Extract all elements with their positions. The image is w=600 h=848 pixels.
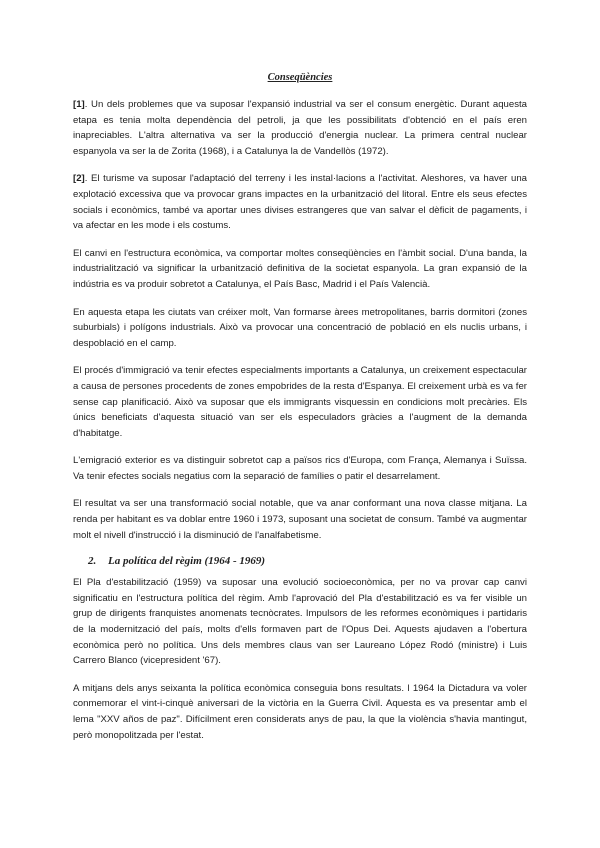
footnote-ref-1[interactable]: [1] bbox=[73, 99, 85, 110]
paragraph-6: L'emigració exterior es va distinguir sobretot cap a països rics d'Europa, com França, Alemanya i Suïssa. Va tenir efectes socials negatius com la separació de famílies o patir el desarrelament. bbox=[73, 455, 527, 482]
paragraph-2 bbox=[73, 171, 527, 233]
paragraph-4: En aquesta etapa les ciutats van créixer molt, Van formarse àrees metropolitanes, barris dormitori (zones suburbials) i polígons industrials. Això va provocar una concentració de població en els nuclis urbans, i despoblació en el camp. bbox=[73, 306, 527, 349]
footnote-ref-2[interactable]: [2] bbox=[73, 173, 85, 185]
paragraph-1 bbox=[73, 97, 527, 159]
paragraph-text: . El turisme va suposar l'adaptació del terreny i les instal·lacions a l'activitat. Aleshores, va haver una explotació excessiva que va provocar grans impactes en la urbanització del litoral. Entre els seus efectes socials i econòmics, també va aportar unes divises estrangeres que van salvar el dèficit de pagaments, i va afectar en les mode i els costums. bbox=[73, 173, 527, 232]
paragraph-3: El canvi en l'estructura econòmica, va comportar moltes conseqüències en l'àmbit social. D'una banda, la industrialització va significar la urbanització definitiva de la societat espanyola. La gran expansió de la indústria es va produir sobretot a Catalunya, el País Basc, Madrid i el País Valencià. bbox=[73, 247, 527, 290]
section-heading bbox=[88, 555, 527, 567]
paragraph-7: El resultat va ser una transformació social notable, que va anar conformant una nova classe mitjana. La renda per habitant es va doblar entre 1960 i 1973, suposant una societat de consum. També va augmentar molt el nivell d'instrucció i la disminució de l'analfabetisme. bbox=[73, 498, 527, 541]
section-paragraph-1: El Pla d'estabilització (1959) va suposar una evolució socioeconòmica, per no va provar cap canvi significatiu en l'estructura política del règim. Amb l'aprovació del Pla d'estabilització es va fer visible un grup de dirigents franquistes anomenats tecnòcrates. Impulsors de les reformes econòmiques i partidaris de la modernització del país, molts d'ells formaven part de l'Opus Dei. Aquests ajudaven a l'obertura econòmica però no política. Uns dels membres claus van ser Laureano López Rodó (ministre) i Luis Carrero Blanco (vicepresident '67). bbox=[73, 577, 527, 667]
section-paragraph-2: A mitjans dels anys seixanta la política econòmica conseguia bons resultats. l 1964 la Dictadura va voler conmemorar el vint-i-cinquè aniversari de la victòria en la Guerra Civil. Aquesta es va presentar amb el lema "XXV años de paz". Difícilment eren considerats anys de pau, la que la violència s'havia mantingut, però monopolitzada per l'estat. bbox=[73, 682, 527, 741]
paragraph-text: . Un dels problemes que va suposar l'expansió industrial va ser el consum energètic. Durant aquesta etapa es tenia molta dependència del petroli, ja que les possibilitats d'obtenció en el país eren inapreciables. L'altra alternativa va ser la producció d'energia nuclear. La primera central nuclear espanyola va ser la de Zorita (1968), i a Catalunya la de Vandellòs (1972). bbox=[73, 99, 527, 157]
document-title: Conseqüències bbox=[267, 72, 333, 83]
section-number: 2. bbox=[88, 555, 97, 568]
section-title: La política del règim (1964 - 1969) bbox=[108, 555, 266, 568]
paragraph-5: El procés d'immigració va tenir efectes especialments importants a Catalunya, un creixement espectacular a causa de persones procedents de zones empobrides de la resta d'Espanya. El creixement urbà es va fer sense cap planificació. Això va suposar que els immigrants visquessin en condicions molt precàries. Els únics beneficiats d'aquesta situació van ser els especuladors gràcies a l'augment de la demanda d'habitatge. bbox=[73, 365, 527, 439]
